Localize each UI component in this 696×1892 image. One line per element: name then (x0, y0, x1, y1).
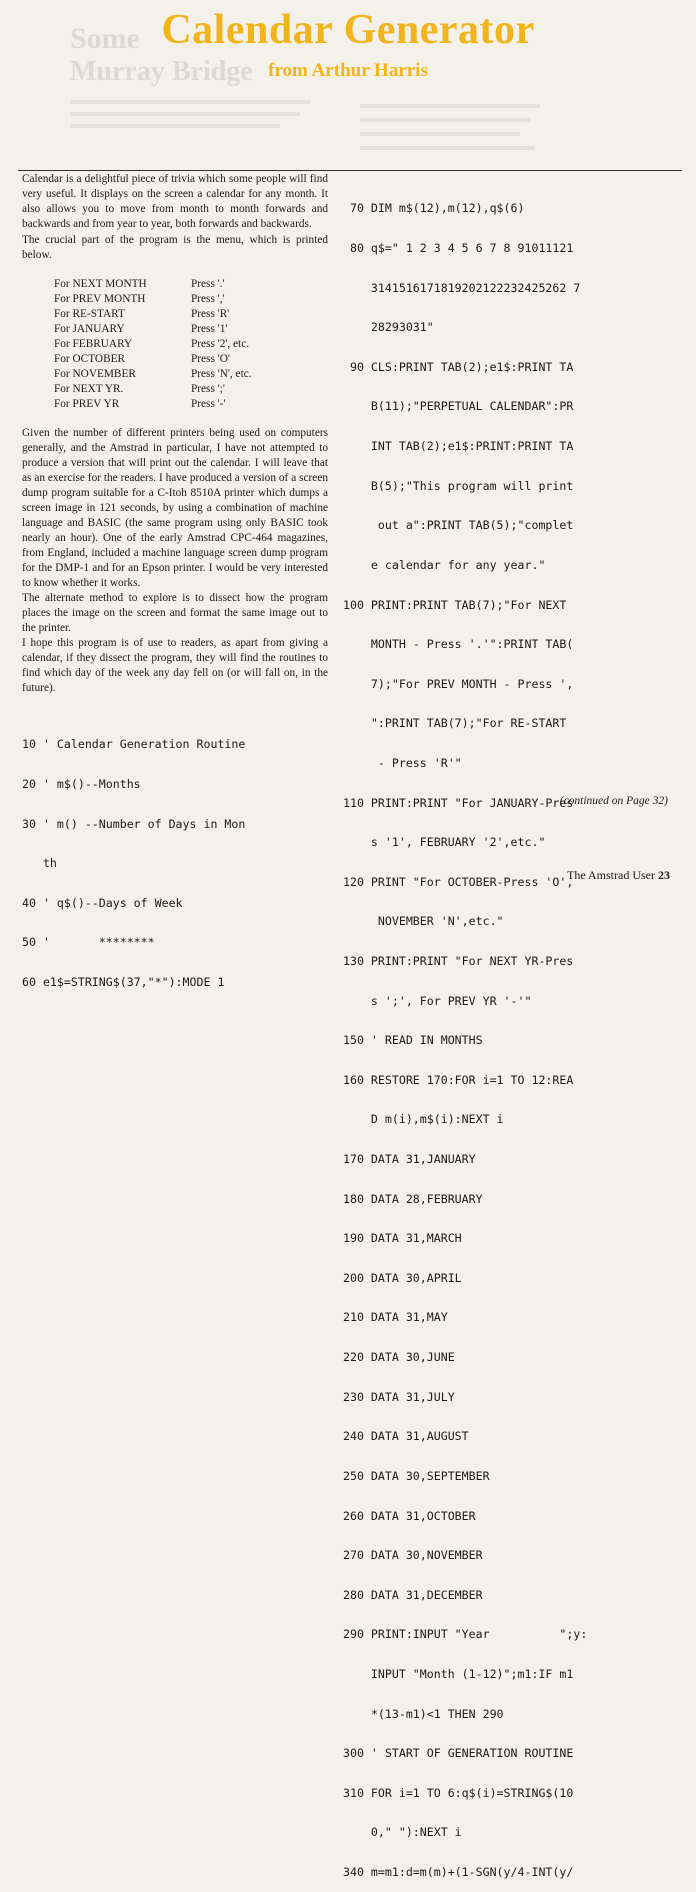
code-line: INPUT "Month (1-12)";m1:IF m1 (343, 1666, 574, 1681)
code-line: 160 RESTORE 170:FOR i=1 TO 12:REA (343, 1072, 574, 1087)
code-line: 240 DATA 31,AUGUST (343, 1429, 469, 1444)
menu-row: For NOVEMBER Press 'N', etc. (54, 368, 252, 380)
code-line: 30 ' m() --Number of Days in Mon (22, 816, 246, 831)
code-line: 40 ' q$()--Days of Week (22, 895, 183, 910)
code-line: 0," "):NEXT i (343, 1825, 462, 1840)
menu-row: For PREV YR Press '-' (54, 398, 226, 410)
code-line: 50 ' ******** (22, 935, 155, 950)
code-line: INT TAB(2);e1$:PRINT:PRINT TA (343, 439, 574, 454)
code-line: s ';', For PREV YR '-'" (343, 993, 532, 1008)
article-byline: from Arthur Harris (268, 60, 428, 81)
article-title: Calendar Generator (161, 7, 535, 53)
code-line: 150 ' READ IN MONTHS (343, 1033, 483, 1048)
menu-row: For NEXT YR. Press ';' (54, 383, 225, 395)
intro-paragraph: Calendar is a delightful piece of trivia which some people will find very useful. It displays on the screen a calendar for any month. It also allows you to move from month to month forwards and backwards and from year to year, both forwards and backwards. (22, 173, 328, 230)
code-line: 280 DATA 31,DECEMBER (343, 1587, 483, 1602)
code-line: 180 DATA 28,FEBRUARY (343, 1191, 483, 1206)
code-line: 260 DATA 31,OCTOBER (343, 1508, 476, 1523)
menu-row: For OCTOBER Press 'O' (54, 353, 230, 365)
code-line: 80 q$=" 1 2 3 4 5 6 7 8 91011121 (343, 241, 574, 256)
code-line: 7);"For PREV MONTH - Press ', (343, 676, 574, 691)
code-line: 3141516171819202122232425262 7 (343, 280, 581, 295)
code-line: 10 ' Calendar Generation Routine (22, 737, 246, 752)
code-line: 310 FOR i=1 TO 6:q$(i)=STRING$(10 (343, 1785, 574, 1800)
code-line: 120 PRINT "For OCTOBER-Press 'O', (343, 874, 574, 889)
code-line: 230 DATA 31,JULY (343, 1389, 455, 1404)
code-line: 60 e1$=STRING$(37,"*"):MODE 1 (22, 975, 225, 990)
code-line: 300 ' START OF GENERATION ROUTINE (343, 1746, 574, 1761)
code-line: 20 ' m$()--Months (22, 777, 141, 792)
menu-table (54, 277, 328, 412)
code-line: 210 DATA 31,MAY (343, 1310, 448, 1325)
code-line: 190 DATA 31,MARCH (343, 1231, 462, 1246)
page-footer (567, 868, 670, 883)
printers-paragraph: Given the number of different printers being used on computers generally, and the Amstrad in particular, I have not attempted to produce a version that will print out the calendar. I will leave that as an exercise for the readers. I have produced a version of a screen dump program suitable for a C-Itoh 8510A printer which dumps a screen image in 121 seconds, by using a combination of machine language and BASIC (the same program using only BASIC took nearly an hour). One of the early Amstrad CPC-464 magazines, from England, included a machine language screen dump program for the DMP-1 and for an Epson printer. I would be very interested to know whether it works. (22, 427, 328, 589)
menu-row: For RE-START Press 'R' (54, 308, 230, 320)
code-line: 90 CLS:PRINT TAB(2);e1$:PRINT TA (343, 359, 574, 374)
code-line: 220 DATA 30,JUNE (343, 1350, 455, 1365)
continued-note: (continued on Page 32) (559, 795, 668, 807)
menu-row: For PREV MONTH Press ',' (54, 293, 225, 305)
code-line: 200 DATA 30,APRIL (343, 1270, 462, 1285)
alternative-paragraph: The alternate method to explore is to dissect how the program places the image on the screen and format the same image out to the printer. (22, 592, 328, 634)
code-line: 290 PRINT:INPUT "Year ";y: (343, 1627, 588, 1642)
code-listing-right (343, 176, 683, 1892)
page-number: 23 (658, 868, 670, 882)
left-column (22, 172, 328, 1016)
code-line: 28293031" (343, 320, 434, 335)
code-listing-left (22, 712, 328, 1016)
hope-paragraph: I hope this program is of use to readers, as apart from giving a calendar, if they dissect the program, they will find the routines to find which day of the week any day fell on (or will fall on, in the future). (22, 637, 328, 694)
code-line: 250 DATA 30,SEPTEMBER (343, 1468, 490, 1483)
code-line: 170 DATA 31,JANUARY (343, 1152, 476, 1167)
code-line: e calendar for any year." (343, 557, 546, 572)
code-line: NOVEMBER 'N',etc." (343, 914, 504, 929)
bleed-through-background: Some Murray Bridge (70, 14, 670, 184)
code-line: D m(i),m$(i):NEXT i (343, 1112, 504, 1127)
code-line: out a":PRINT TAB(5);"complet (343, 518, 574, 533)
code-line: *(13-m1)<1 THEN 290 (343, 1706, 504, 1721)
code-line: 70 DIM m$(12),m(12),q$(6) (343, 201, 525, 216)
code-line: 100 PRINT:PRINT TAB(7);"For NEXT (343, 597, 567, 612)
code-line: 340 m=m1:d=m(m)+(1-SGN(y/4-INT(y/ (343, 1865, 574, 1879)
code-line: MONTH - Press '.'":PRINT TAB( (343, 637, 574, 652)
header-rule (18, 170, 682, 171)
menu-row: For JANUARY Press '1' (54, 323, 228, 335)
code-line: 130 PRINT:PRINT "For NEXT YR-Pres (343, 953, 574, 968)
code-line: 110 PRINT:PRINT "For JANUARY-Pres (343, 795, 574, 810)
magazine-name: The Amstrad User (567, 868, 655, 882)
code-line: B(11);"PERPETUAL CALENDAR":PR (343, 399, 574, 414)
code-line: B(5);"This program will print (343, 478, 574, 493)
menu-intro-paragraph: The crucial part of the program is the menu, which is printed below. (22, 234, 328, 261)
menu-row: For FEBRUARY Press '2', etc. (54, 338, 250, 350)
code-line: th (22, 856, 57, 871)
menu-row: For NEXT MONTH Press '.' (54, 278, 225, 290)
code-line: ":PRINT TAB(7);"For RE-START (343, 716, 567, 731)
code-line: - Press 'R'" (343, 755, 462, 770)
code-line: 270 DATA 30,NOVEMBER (343, 1548, 483, 1563)
code-line: s '1', FEBRUARY '2',etc." (343, 835, 546, 850)
